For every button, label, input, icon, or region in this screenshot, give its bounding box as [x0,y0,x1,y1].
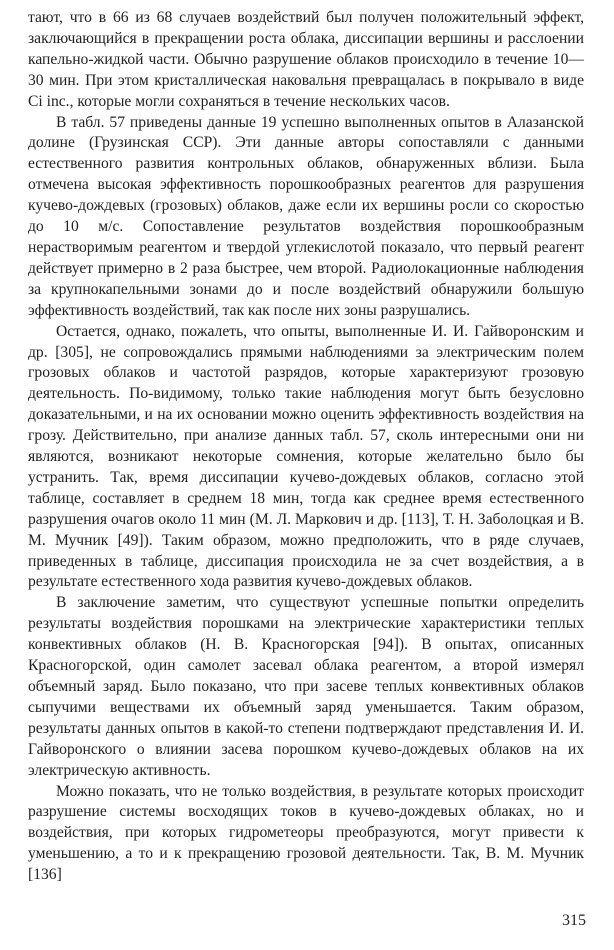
paragraph: В табл. 57 приведены данные 19 успешно выполненных опытов в Алазанской долине (Грузинская ССР). Эти данные авторы сопоставляли с данными естественного развития контрольных облаков, обнаруженных вблизи. Была отмечена высокая эффективность порошкообразных реагентов для разрушения кучево-дождевых (грозовых) облаков, даже если их вершины росли со скоростью до 10 м/с. Сопоставление результатов воздействия порошкообразным нерастворимым реагентом и твердой углекислотой показало, что первый реагент действует примерно в 2 раза быстрее, чем второй. Радиолокационные наблюдения за крупнокапельными зонами до и после воздействий обнаружили большую эффективность воздействий, так как после них зоны разрушались. [28,113,584,319]
page-body [28,8,584,886]
paragraph-continuation: тают, что в 66 из 68 случаев воздействий был получен положительный эффект, заключающийся в прекращении роста облака, диссипации вершины и расслоении капельно-жидкой части. Обычно разрушение облаков происходило в течение 10—30 мин. При этом кристаллическая наковальня превращалась в покрывало в виде Ci inc., которые могли сохраняться в течение нескольких часов. [28,9,584,110]
paragraph: Остается, однако, пожалеть, что опыты, выполненные И. И. Гайворонским и др. [305], не сопровождались прямыми наблюдениями за электрическим полем грозовых облаков и частотой разрядов, которые характеризуют грозовую деятельность. По-видимому, только такие наблюдения могут быть безусловно доказательными, и на их основании можно оценить эффективность воздействия на грозу. Действительно, при анализе данных табл. 57, сколь интересными они ни являются, возникают некоторые сомнения, которые желательно было бы устранить. Так, время диссипации кучево-дождевых облаков, согласно этой таблице, составляет в среднем 18 мин, тогда как среднее время естественного разрушения очагов около 11 мин (М. Л. Маркович и др. [113], Т. Н. Заболоцкая и В. М. Мучник [49]). Таким образом, можно предположить, что в ряде случаев, приведенных в таблице, диссипация происходила не за счет воздействия, а в результате естественного хода развития кучево-дождевых облаков. [28,322,584,591]
paragraph: В заключение заметим, что существуют успешные попытки определить результаты воздействия порошками на электрические характеристики теплых конвективных облаков (Н. В. Красногорская [94]). В опытах, описанных Красногорской, один самолет засевал облака реагентом, а второй измерял объемный заряд. Было показано, что при засеве теплых конвективных облаков сыпучими веществами их объемный заряд уменьшается. Таким образом, результаты данных опытов в какой-то степени подтверждают представления И. И. Гайворонского о влиянии засева порошком кучево-дождевых облаков на их электрическую активность. [28,594,584,779]
page-number: 315 [562,912,586,929]
paragraph: Можно показать, что не только воздействия, в результате которых происходит разрушение системы восходящих токов в кучево-дождевых облаках, но и воздействия, при которых гидрометеоры преобразуются, могут привести к уменьшению, а то и к прекращению грозовой деятельности. Так, В. М. Мучник [136] [28,782,584,884]
